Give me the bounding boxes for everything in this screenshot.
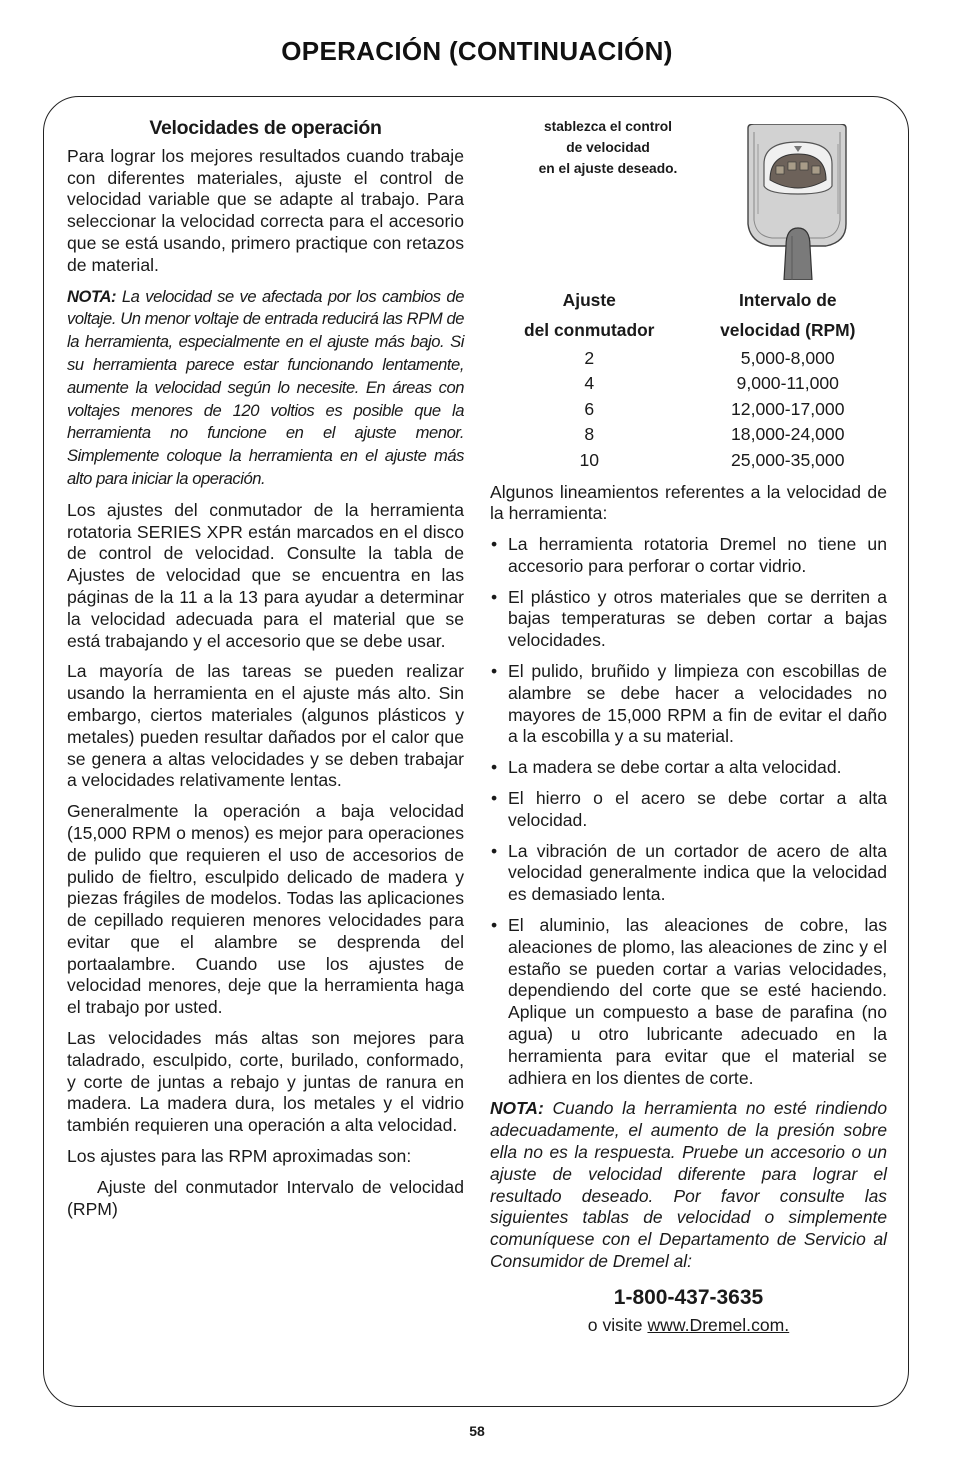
table-cell-range: 5,000-8,000 — [740, 347, 835, 368]
visit-line — [490, 1315, 887, 1337]
website-link[interactable]: www.Dremel.com. — [647, 1314, 790, 1335]
right-column — [490, 116, 887, 1336]
list-item: • El hierro o el acero se debe cortar a alta velocidad. — [490, 788, 887, 832]
paragraph-high-setting: La mayoría de las tareas se pueden realizar usando la herramienta en el ajuste más alto. Sin embargo, ciertos materiales (algunos plásticos y metales) pueden resultar dañados por el calor que se genera a altas velocidades y se deben trabajar a velocidades relativamente lentas. — [67, 661, 464, 791]
table-row — [490, 372, 887, 398]
note-label: NOTA: — [490, 1098, 544, 1119]
speed-dial-figure — [490, 116, 887, 286]
table-cell-range: 25,000-35,000 — [731, 449, 845, 470]
table-row — [490, 346, 887, 372]
caption-line-1: stablezca el control — [543, 119, 673, 134]
table-cell-range: 12,000-17,000 — [731, 398, 845, 419]
table-row — [490, 448, 887, 474]
left-column — [67, 116, 464, 1229]
visit-prefix: o visite — [587, 1314, 648, 1335]
guidelines-list — [490, 534, 887, 1089]
table-cell-setting: 8 — [584, 424, 595, 445]
table-cell-setting: 6 — [584, 398, 595, 419]
table-row — [490, 423, 887, 449]
table-header-range: Intervalo de — [738, 290, 837, 311]
caption-line-2: de velocidad — [566, 140, 650, 156]
table-header-setting: del conmutador — [524, 320, 655, 341]
paragraph-intro: Para lograr los mejores resultados cuando trabaje con diferentes materiales, ajuste el control de velocidad variable que se adapte al trabajo. Para seleccionar la velocidad correcta para el accesorio que se está usando, primero practique con retazos de material. — [67, 145, 464, 275]
list-item: • La vibración de un cortador de acero de alta velocidad generalmente indica que la velocidad es demasiado lenta. — [490, 841, 887, 906]
list-item: • El pulido, bruñido y limpieza con escobillas de alambre se debe hacer a velocidades no mayores de 15,000 RPM a fin de evitar el daño a la escobilla y a su material. — [490, 661, 887, 748]
section-title: Velocidades de operación — [149, 117, 382, 139]
table-header-range: velocidad (RPM) — [720, 320, 856, 341]
table-header-row — [490, 286, 887, 316]
speed-table — [490, 286, 887, 474]
table-cell-range: 18,000-24,000 — [731, 424, 845, 445]
note-text: Cuando la herramienta no esté rindiendo adecuadamente, el aumento de la presión sobre ella no es la respuesta. Pruebe un accesorio o un ajuste de velocidad diferente para lograr el resultado deseado. Por favor consulte las siguientes tablas de velocidad o simplemente comuníquese con el Departamento de Servicio al Consumidor de Dremel al: — [490, 1098, 887, 1271]
list-item: • La herramienta rotatoria Dremel no tiene un accesorio para perforar o cortar vidrio. — [490, 534, 887, 578]
paragraph-rpm-intro: Los ajustes para las RPM aproximadas son: — [67, 1146, 412, 1167]
table-cell-range: 9,000-11,000 — [736, 373, 839, 394]
phone-number: 1-800-437-3635 — [613, 1285, 764, 1309]
list-item: • El aluminio, las aleaciones de cobre, las aleaciones de plomo, las aleaciones de zinc y el estaño se pueden cortar a varias velocidades, dependiendo del corte que se esté haciendo. Aplique un compuesto a base de parafina (no agua) u otro lubricante adecuado en la herramienta para evitar que el material se adhiera en los dientes de corte. — [490, 915, 887, 1089]
list-item: • El plástico y otros materiales que se derriten a bajas temperaturas se deben cortar a bajas velocidades. — [490, 587, 887, 652]
table-cell-setting: 2 — [584, 347, 595, 368]
table-cell-setting: 10 — [579, 449, 600, 470]
figure-caption — [518, 116, 698, 180]
paragraph-table-header-text: Ajuste del conmutador Intervalo de velocidad (RPM) — [67, 1176, 464, 1219]
guidelines-intro: Algunos lineamientos referentes a la velocidad de la herramienta: — [490, 481, 887, 524]
paragraph-switch-settings: Los ajustes del conmutador de la herramienta rotatoria SERIES XPR están marcados en el disco de control de velocidad. Consulte la tabla de Ajustes de velocidad que se encuentra en las páginas de la 11 a la 13 para ayudar a determinar la velocidad adecuada para el material que se está trabajando y el accesorio que se debe usar. — [67, 499, 464, 651]
page-title: OPERACIÓN (CONTINUACIÓN) — [281, 36, 673, 66]
note-voltage — [67, 286, 464, 491]
page-number: 58 — [469, 1423, 485, 1439]
table-header-setting: Ajuste — [562, 290, 616, 311]
paragraph-low-speed: Generalmente la operación a baja velocidad (15,000 RPM o menos) es mejor para operaciones de pulido que requieren el uso de accesorios de pulido de fieltro, esculpido delicado de madera y piezas frágiles de modelos. Todas las aplicaciones de cepillado requieren menores velocidades para evitar que el alambre se desprenda del portaalambre. Cuando use los ajustes de velocidad menores, deje que la herramienta haga el trabajo por usted. — [67, 801, 464, 1018]
table-row — [490, 397, 887, 423]
caption-line-3: en el ajuste deseado. — [538, 161, 678, 177]
note-label: NOTA: — [67, 286, 117, 306]
note-text: La velocidad se ve afectada por los cambios de voltaje. Un menor voltaje de entrada reducirá las RPM de la herramienta, especialmente en el ajuste más bajo. Si su herramienta parece estar funcionando lentamente, aumente la velocidad según lo necesite. En áreas con voltajes menores de 120 voltios es posible que la herramienta no funcione en el ajuste menor. Simplemente coloque la herramienta en el ajuste más alto para iniciar la operación. — [67, 286, 464, 488]
table-header-row — [490, 316, 887, 346]
note-performance — [490, 1098, 887, 1272]
table-cell-setting: 4 — [584, 373, 595, 394]
speed-dial-illustration — [740, 124, 856, 280]
paragraph-high-speed: Las velocidades más altas son mejores para taladrado, esculpido, corte, burilado, conformado, y corte de juntas a rebajo y juntas de ranura en madera. La madera dura, los metales y el vidrio también requieren una operación a alta velocidad. — [67, 1028, 464, 1136]
list-item: • La madera se debe cortar a alta velocidad. — [490, 757, 887, 779]
